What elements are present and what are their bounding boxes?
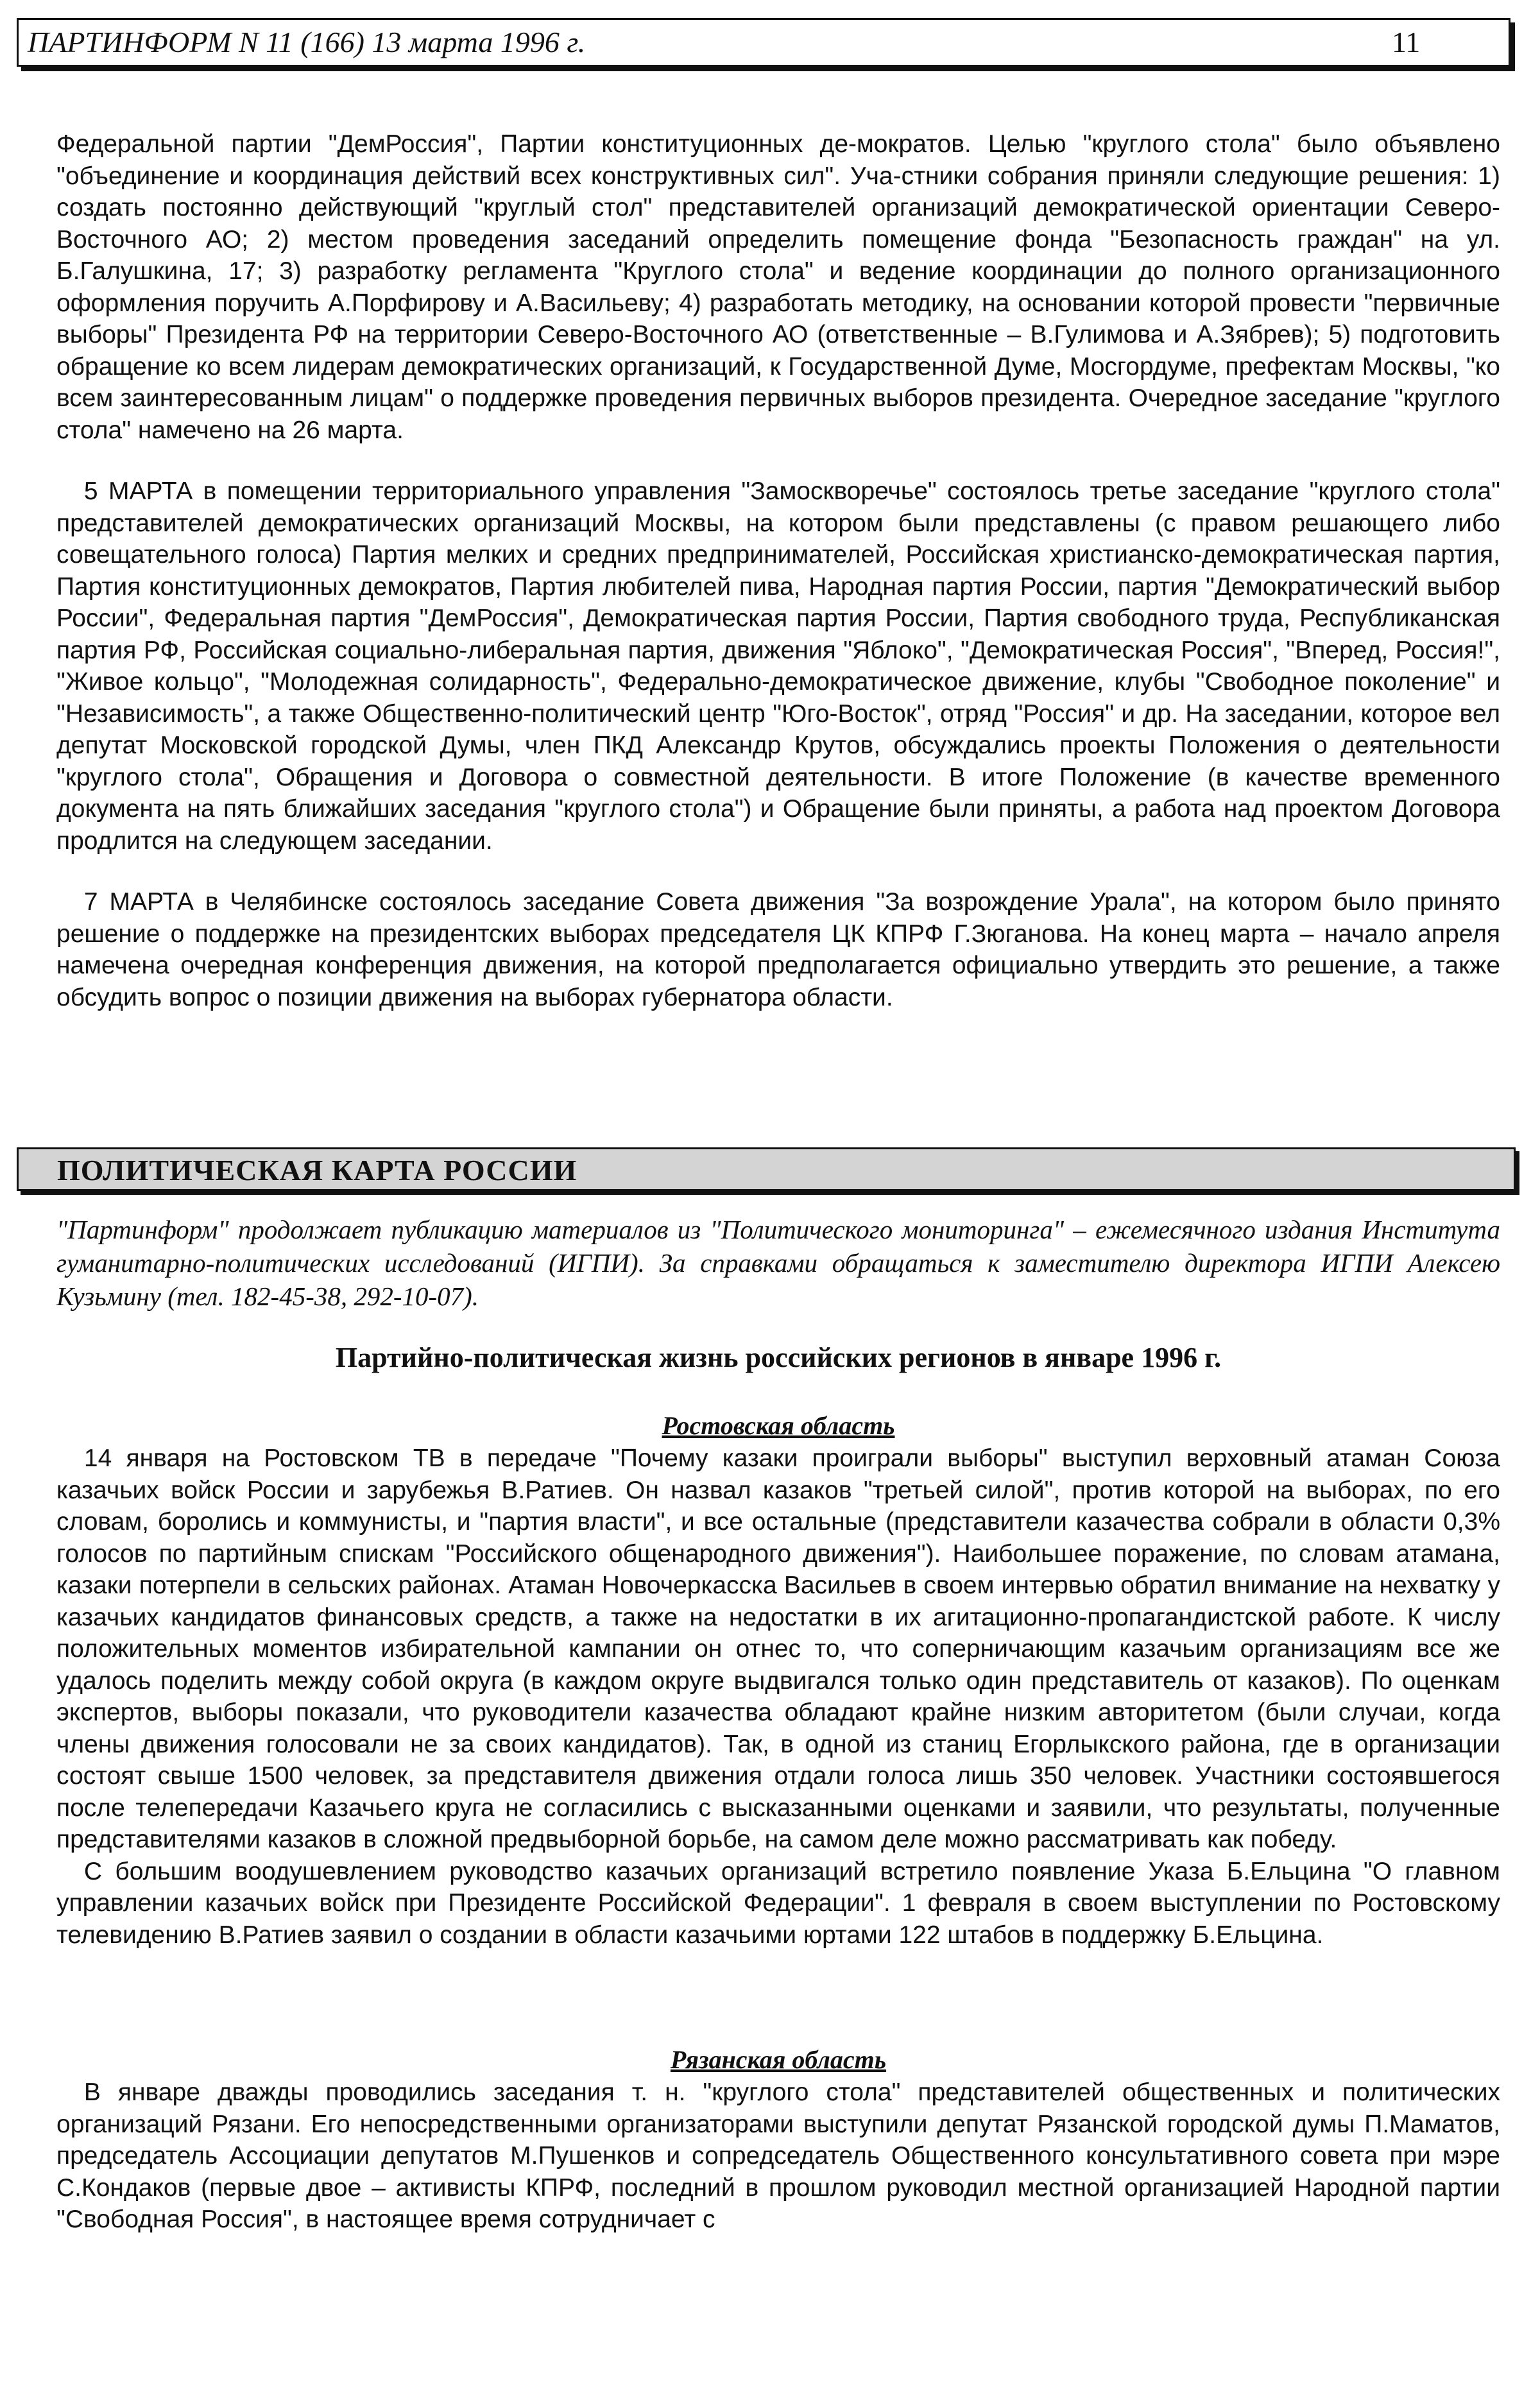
- region-text-ryazan: [56, 2077, 1500, 2236]
- running-header: [17, 18, 1510, 67]
- page-number: 11: [1392, 26, 1421, 58]
- continued-article: [56, 128, 1500, 1013]
- paragraph: 5 МАРТА в помещении территориального управления "Замоскворечье" состоялось третье заседание "круглого стола" представителей демократических организаций Москвы, на котором были представлены (с правом решающего либо совещательного голоса) Партия мелких и средних предпринимателей, Российская христианско-демократическая партия, Партия конституционных демократов, Партия любителей пива, Народная партия России, партия "Демократический выбор России", Федеральная партия "ДемРоссия", Демократическая партия России, Партия свободного труда, Республиканская партия РФ, Российская социально-либеральная партия, движения "Яблоко", "Демократическая Россия", "Вперед, Россия!", "Живое кольцо", "Молодежная солидарность", Федерально-демократическое движение, клубы "Свободное поколение" и "Независимость", а также Общественно-политический центр "Юго-Восток", отряд "Россия" и др. На заседании, которое вел депутат Московской городской Думы, член ПКД Александр Крутов, обсуждались проекты Положения о деятельности "круглого стола", Обращения и Договора о совместной деятельности. В итоге Положение (в качестве временного документа на пять ближайших заседания "круглого стола") и Обращение были приняты, а работа над проектом Договора продлится на следующем заседании.: [56, 477, 1500, 855]
- paragraph: Федеральной партии "ДемРоссия", Партии конституционных де-мократов. Целью "круглого стола" было объявлено "объединение и координация действий всех конструктивных сил". Уча-стники собрания приняли следующие решения: 1) создать постоянно действующий "круглый стол" представителей организаций демократической ориентации Северо-Восточного АО; 2) местом проведения заседаний определить помещение фонда "Безопасность граждан" на ул. Б.Галушкина, 17; 3) разработку регламента "Круглого стола" и ведение координации до полного организационного оформления поручить А.Порфирову и А.Васильеву; 4) разработать методику, на основании которой провести "первичные выборы" Президента РФ на территории Северо-Восточного АО (ответственные – В.Гулимова и А.Зябрев); 5) подготовить обращение ко всем лидерам демократических организаций, к Государственной Думе, Мосгордуме, префектам Москвы, "ко всем заинтересованным лицам" о поддержке проведения первичных выборов президента. Очередное заседание "круглого стола" намечено на 26 марта.: [56, 130, 1500, 444]
- section-intro: "Партинформ" продолжает публикацию материалов из "Политического мониторинга" – ежемесячного издания Института гуманитарно-политических исследований (ИГПИ). За справками обращаться к заместителю директора ИГПИ Алексею Кузьмину (тел. 182-45-38, 292-10-07).: [56, 1215, 1500, 1311]
- section-banner: [17, 1147, 1516, 1191]
- paragraph: 7 МАРТА в Челябинске состоялось заседание Совета движения "За возрождение Урала", на котором было принято решение о поддержке на президентских выборах председателя ЦК КПРФ Г.Зюганова. На конец марта – начало апреля намечена очередная конференция движения, на которой предполагается официально утвердить это решение, а также обсудить вопрос о позиции движения на выборах губернатора области.: [56, 888, 1500, 1011]
- paragraph: С большим воодушевлением руководство казачьих организаций встретило появление Указа Б.Ельцина "О главном управлении казачьих войск при Президенте Российской Федерации". 1 февраля в своем выступлении по Ростовскому телевидению В.Ратиев заявил о создании в области казачьими юртами 122 штабов в поддержку Б.Ельцина.: [56, 1857, 1500, 1949]
- region-heading-ryazan: Рязанская область: [670, 2045, 887, 2074]
- paragraph: 14 января на Ростовском ТВ в передаче "Почему казаки проиграли выборы" выступил верховный атаман Союза казачьих войск России и зарубежья В.Ратиев. Он назвал казаков "третьей силой", против которой на выборах, по его словам, боролись и коммунисты, и "партия власти", и все остальные (представители казачества собрали в области 0,3% голосов по партийным спискам "Российского общенародного движения"). Наибольшее поражение, по словам атамана, казаки потерпели в сельских районах. Атаман Новочеркасска Васильев в своем интервью обратил внимание на нехватку у казачьих кандидатов финансовых средств, а также на недостатки в их агитационно-пропагандистской работе. К числу положительных моментов избирательной кампании он отнес то, что соперничающим казачьим организациям все же удалось поделить между собой округа (в каждом округе выдвигался только один представитель от казаков). По оценкам экспертов, выборы показали, что руководители казачества обладают крайне низким авторитетом (были случаи, когда члены движения голосовали не за своих кандидатов). Так, в одной из станиц Егорлыкского района, где в организации состоят свыше 1500 человек, за представителя движения отдали голоса лишь 350 человек. Участники состоявшегося после телепередачи Казачьего круга не согласились с высказанными оценками и заявили, что результаты, полученные представителями казаков в сложной предвыборной борьбе, на самом деле можно рассматривать как победу.: [56, 1444, 1500, 1853]
- section-title: ПОЛИТИЧЕСКАЯ КАРТА РОССИИ: [57, 1154, 578, 1187]
- paragraph: В январе дважды проводились заседания т. н. "круглого стола" представителей общественных и политических организаций Рязани. Его непосредственными организаторами выступили депутат Рязанской городской думы П.Маматов, председатель Ассоциации депутатов М.Пушенков и сопредседатель Общественного консультативного совета при мэре С.Кондаков (первые двое – активисты КПРФ, последний в прошлом руководил местной организацией Народной партии "Свободная Россия", в настоящее время сотрудничает с: [56, 2078, 1500, 2233]
- region-text-rostov: [56, 1443, 1500, 1951]
- article-title: Партийно-политическая жизнь российских регионов в январе 1996 г.: [335, 1342, 1222, 1373]
- region-heading-rostov: Ростовская область: [662, 1411, 895, 1440]
- header-title: ПАРТИНФОРМ N 11 (166) 13 марта 1996 г.: [28, 26, 586, 58]
